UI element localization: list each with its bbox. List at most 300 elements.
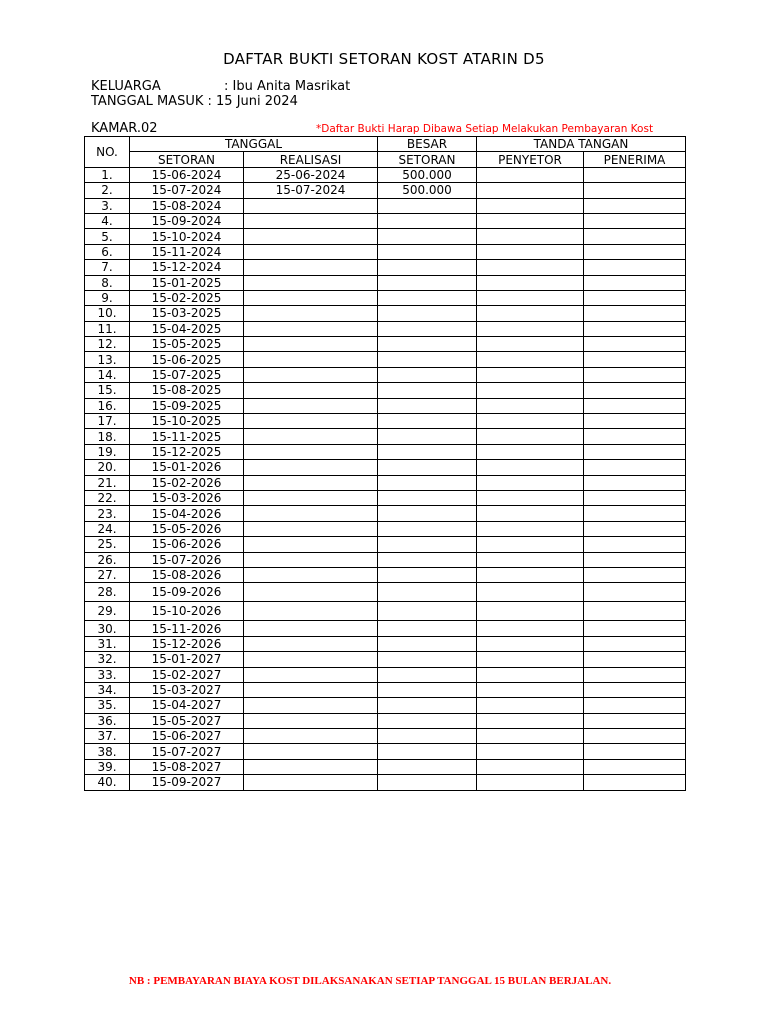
realisasi-date: [244, 713, 378, 728]
row-number: 35.: [85, 698, 130, 713]
besar-setoran: [378, 198, 477, 213]
row-number: 17.: [85, 414, 130, 429]
table-row: [85, 652, 686, 667]
setoran-date: 15-12-2024: [130, 260, 244, 275]
row-number: 27.: [85, 567, 130, 582]
realisasi-date: [244, 667, 378, 682]
penyetor-signature: [477, 183, 584, 198]
header-besar-setoran: SETORAN: [378, 152, 477, 167]
penyetor-signature: [477, 383, 584, 398]
penyetor-signature: [477, 475, 584, 490]
row-number: 36.: [85, 713, 130, 728]
realisasi-date: [244, 229, 378, 244]
penyetor-signature: [477, 552, 584, 567]
penerima-signature: [584, 444, 686, 459]
row-number: 18.: [85, 429, 130, 444]
penyetor-signature: [477, 198, 584, 213]
table-row: [85, 398, 686, 413]
setoran-date: 15-09-2024: [130, 213, 244, 228]
setoran-date: 15-12-2026: [130, 636, 244, 651]
row-number: 2.: [85, 183, 130, 198]
setoran-date: 15-06-2024: [130, 167, 244, 182]
penyetor-signature: [477, 636, 584, 651]
realisasi-date: [244, 552, 378, 567]
row-number: 37.: [85, 729, 130, 744]
realisasi-date: [244, 398, 378, 413]
penerima-signature: [584, 460, 686, 475]
table-row: [85, 506, 686, 521]
table-row: [85, 667, 686, 682]
penyetor-signature: [477, 398, 584, 413]
penerima-signature: [584, 713, 686, 728]
setoran-date: 15-05-2026: [130, 521, 244, 536]
table-row: [85, 567, 686, 582]
besar-setoran: 500.000: [378, 183, 477, 198]
penerima-signature: [584, 602, 686, 621]
besar-setoran: [378, 583, 477, 602]
penerima-signature: [584, 306, 686, 321]
penerima-signature: [584, 429, 686, 444]
besar-setoran: [378, 602, 477, 621]
row-number: 8.: [85, 275, 130, 290]
row-number: 19.: [85, 444, 130, 459]
setoran-date: 15-04-2027: [130, 698, 244, 713]
penerima-signature: [584, 567, 686, 582]
setoran-date: 15-11-2024: [130, 244, 244, 259]
besar-setoran: [378, 490, 477, 505]
tanggal-masuk-line: [91, 94, 298, 109]
besar-setoran: [378, 260, 477, 275]
penyetor-signature: [477, 414, 584, 429]
realisasi-date: [244, 367, 378, 382]
row-number: 28.: [85, 583, 130, 602]
penyetor-signature: [477, 667, 584, 682]
realisasi-date: [244, 602, 378, 621]
row-number: 16.: [85, 398, 130, 413]
besar-setoran: [378, 460, 477, 475]
row-number: 5.: [85, 229, 130, 244]
penyetor-signature: [477, 775, 584, 790]
setoran-date: 15-06-2026: [130, 537, 244, 552]
penyetor-signature: [477, 167, 584, 182]
table-row: [85, 429, 686, 444]
penyetor-signature: [477, 698, 584, 713]
table-row: [85, 367, 686, 382]
besar-setoran: [378, 652, 477, 667]
table-row: [85, 775, 686, 790]
row-number: 26.: [85, 552, 130, 567]
besar-setoran: [378, 521, 477, 536]
setoran-date: 15-07-2027: [130, 744, 244, 759]
penyetor-signature: [477, 744, 584, 759]
besar-setoran: [378, 537, 477, 552]
besar-setoran: [378, 229, 477, 244]
row-number: 24.: [85, 521, 130, 536]
row-number: 1.: [85, 167, 130, 182]
table-row: [85, 759, 686, 774]
setoran-date: 15-06-2025: [130, 352, 244, 367]
row-number: 3.: [85, 198, 130, 213]
setoran-date: 15-02-2025: [130, 290, 244, 305]
realisasi-date: [244, 537, 378, 552]
penerima-signature: [584, 744, 686, 759]
penerima-signature: [584, 652, 686, 667]
row-number: 6.: [85, 244, 130, 259]
setoran-date: 15-08-2026: [130, 567, 244, 582]
table-row: [85, 521, 686, 536]
kamar-label: KAMAR.02: [91, 121, 158, 136]
keluarga-value: : Ibu Anita Masrikat: [224, 79, 351, 94]
besar-setoran: [378, 244, 477, 259]
besar-setoran: [378, 567, 477, 582]
setoran-date: 15-10-2024: [130, 229, 244, 244]
setoran-date: 15-05-2027: [130, 713, 244, 728]
row-number: 12.: [85, 337, 130, 352]
penerima-signature: [584, 337, 686, 352]
penyetor-signature: [477, 244, 584, 259]
table-row: [85, 321, 686, 336]
tanggal-masuk-label: TANGGAL MASUK: [91, 94, 204, 109]
realisasi-date: [244, 506, 378, 521]
table-row: [85, 213, 686, 228]
keluarga-line: [91, 79, 350, 94]
penerima-signature: [584, 321, 686, 336]
header-tanggal: TANGGAL: [130, 137, 378, 152]
row-number: 39.: [85, 759, 130, 774]
penyetor-signature: [477, 506, 584, 521]
footer-nb-note: NB : PEMBAYARAN BIAYA KOST DILAKSANAKAN SETIAP TANGGAL 15 BULAN BERJALAN.: [128, 975, 612, 987]
setoran-date: 15-11-2026: [130, 621, 244, 636]
penyetor-signature: [477, 537, 584, 552]
setoran-date: 15-03-2027: [130, 682, 244, 697]
realisasi-date: [244, 490, 378, 505]
penerima-signature: [584, 198, 686, 213]
besar-setoran: [378, 275, 477, 290]
penerima-signature: [584, 759, 686, 774]
setoran-date: 15-07-2025: [130, 367, 244, 382]
penerima-signature: [584, 229, 686, 244]
setoran-date: 15-07-2024: [130, 183, 244, 198]
table-row: [85, 229, 686, 244]
besar-setoran: [378, 667, 477, 682]
table-row: [85, 275, 686, 290]
penerima-signature: [584, 521, 686, 536]
header-no: NO.: [85, 137, 130, 168]
penerima-signature: [584, 636, 686, 651]
table-row: [85, 602, 686, 621]
realisasi-date: [244, 460, 378, 475]
penerima-signature: [584, 383, 686, 398]
penerima-signature: [584, 667, 686, 682]
row-number: 25.: [85, 537, 130, 552]
besar-setoran: [378, 744, 477, 759]
penyetor-signature: [477, 583, 584, 602]
setoran-date: 15-07-2026: [130, 552, 244, 567]
setoran-date: 15-10-2026: [130, 602, 244, 621]
table-row: [85, 744, 686, 759]
penyetor-signature: [477, 367, 584, 382]
header-realisasi: REALISASI: [244, 152, 378, 167]
penyetor-signature: [477, 306, 584, 321]
row-number: 22.: [85, 490, 130, 505]
setoran-date: 15-02-2026: [130, 475, 244, 490]
setoran-date: 15-08-2024: [130, 198, 244, 213]
penerima-signature: [584, 490, 686, 505]
realisasi-date: [244, 444, 378, 459]
besar-setoran: [378, 398, 477, 413]
setoran-date: 15-09-2025: [130, 398, 244, 413]
table-row: [85, 198, 686, 213]
penyetor-signature: [477, 229, 584, 244]
setoran-date: 15-09-2026: [130, 583, 244, 602]
table-row: [85, 183, 686, 198]
besar-setoran: [378, 414, 477, 429]
table-row: [85, 444, 686, 459]
besar-setoran: [378, 383, 477, 398]
row-number: 10.: [85, 306, 130, 321]
header-penerima: PENERIMA: [584, 152, 686, 167]
row-number: 30.: [85, 621, 130, 636]
table-row: [85, 306, 686, 321]
setoran-date: 15-03-2026: [130, 490, 244, 505]
penyetor-signature: [477, 429, 584, 444]
besar-setoran: [378, 682, 477, 697]
penerima-signature: [584, 621, 686, 636]
realisasi-date: [244, 652, 378, 667]
penyetor-signature: [477, 275, 584, 290]
payment-ledger-table: [84, 136, 686, 791]
penerima-signature: [584, 290, 686, 305]
penyetor-signature: [477, 213, 584, 228]
realisasi-date: [244, 337, 378, 352]
table-row: [85, 167, 686, 182]
penerima-signature: [584, 506, 686, 521]
penyetor-signature: [477, 759, 584, 774]
setoran-date: 15-02-2027: [130, 667, 244, 682]
row-number: 23.: [85, 506, 130, 521]
penyetor-signature: [477, 444, 584, 459]
besar-setoran: [378, 429, 477, 444]
penerima-signature: [584, 583, 686, 602]
penyetor-signature: [477, 260, 584, 275]
besar-setoran: [378, 636, 477, 651]
penerima-signature: [584, 475, 686, 490]
penyetor-signature: [477, 602, 584, 621]
row-number: 13.: [85, 352, 130, 367]
besar-setoran: [378, 729, 477, 744]
table-row: [85, 636, 686, 651]
row-number: 4.: [85, 213, 130, 228]
penyetor-signature: [477, 460, 584, 475]
table-row: [85, 260, 686, 275]
penyetor-signature: [477, 337, 584, 352]
row-number: 15.: [85, 383, 130, 398]
row-number: 33.: [85, 667, 130, 682]
row-number: 21.: [85, 475, 130, 490]
realisasi-date: [244, 414, 378, 429]
penyetor-signature: [477, 652, 584, 667]
realisasi-date: [244, 321, 378, 336]
penerima-signature: [584, 167, 686, 182]
besar-setoran: [378, 337, 477, 352]
document-title: DAFTAR BUKTI SETORAN KOST ATARIN D5: [223, 50, 545, 68]
setoran-date: 15-08-2027: [130, 759, 244, 774]
penerima-signature: [584, 682, 686, 697]
realisasi-date: [244, 198, 378, 213]
besar-setoran: [378, 475, 477, 490]
header-besar: BESAR: [378, 137, 477, 152]
besar-setoran: [378, 367, 477, 382]
penerima-signature: [584, 552, 686, 567]
besar-setoran: [378, 290, 477, 305]
realisasi-date: [244, 260, 378, 275]
setoran-date: 15-04-2026: [130, 506, 244, 521]
realisasi-date: [244, 429, 378, 444]
row-number: 29.: [85, 602, 130, 621]
realisasi-date: [244, 352, 378, 367]
besar-setoran: [378, 552, 477, 567]
penerima-signature: [584, 367, 686, 382]
realisasi-date: [244, 290, 378, 305]
header-penyetor: PENYETOR: [477, 152, 584, 167]
row-number: 31.: [85, 636, 130, 651]
penerima-signature: [584, 537, 686, 552]
besar-setoran: [378, 444, 477, 459]
setoran-date: 15-05-2025: [130, 337, 244, 352]
table-row: [85, 290, 686, 305]
setoran-date: 15-01-2027: [130, 652, 244, 667]
besar-setoran: [378, 306, 477, 321]
table-header-row: [85, 137, 686, 152]
row-number: 40.: [85, 775, 130, 790]
penyetor-signature: [477, 713, 584, 728]
realisasi-date: 25-06-2024: [244, 167, 378, 182]
tanggal-masuk-value: : 15 Juni 2024: [207, 94, 298, 109]
table-row: [85, 337, 686, 352]
penerima-signature: [584, 729, 686, 744]
realisasi-date: [244, 636, 378, 651]
setoran-date: 15-03-2025: [130, 306, 244, 321]
penerima-signature: [584, 698, 686, 713]
penyetor-signature: [477, 729, 584, 744]
penyetor-signature: [477, 567, 584, 582]
table-row: [85, 475, 686, 490]
row-number: 9.: [85, 290, 130, 305]
penyetor-signature: [477, 290, 584, 305]
besar-setoran: [378, 759, 477, 774]
penerima-signature: [584, 775, 686, 790]
realisasi-date: [244, 775, 378, 790]
besar-setoran: [378, 713, 477, 728]
table-row: [85, 460, 686, 475]
table-row: [85, 414, 686, 429]
setoran-date: 15-01-2026: [130, 460, 244, 475]
penyetor-signature: [477, 521, 584, 536]
penerima-signature: [584, 398, 686, 413]
row-number: 14.: [85, 367, 130, 382]
keluarga-label: KELUARGA: [91, 79, 161, 94]
realisasi-date: [244, 744, 378, 759]
realisasi-date: [244, 306, 378, 321]
table-row: [85, 552, 686, 567]
realisasi-date: [244, 682, 378, 697]
penyetor-signature: [477, 621, 584, 636]
row-number: 34.: [85, 682, 130, 697]
penerima-signature: [584, 183, 686, 198]
penyetor-signature: [477, 352, 584, 367]
table-row: [85, 713, 686, 728]
realisasi-date: [244, 521, 378, 536]
besar-setoran: [378, 621, 477, 636]
table-row: [85, 698, 686, 713]
table-row: [85, 583, 686, 602]
row-number: 20.: [85, 460, 130, 475]
besar-setoran: [378, 698, 477, 713]
realisasi-date: [244, 759, 378, 774]
setoran-date: 15-06-2027: [130, 729, 244, 744]
table-row: [85, 490, 686, 505]
penerima-signature: [584, 244, 686, 259]
header-tanda-tangan: TANDA TANGAN: [477, 137, 686, 152]
besar-setoran: [378, 506, 477, 521]
setoran-date: 15-10-2025: [130, 414, 244, 429]
penerima-signature: [584, 213, 686, 228]
realisasi-date: [244, 698, 378, 713]
table-row: [85, 383, 686, 398]
realisasi-date: [244, 475, 378, 490]
besar-setoran: [378, 352, 477, 367]
table-subheader-row: [85, 152, 686, 167]
setoran-date: 15-09-2027: [130, 775, 244, 790]
setoran-date: 15-08-2025: [130, 383, 244, 398]
row-number: 11.: [85, 321, 130, 336]
realisasi-date: [244, 729, 378, 744]
table-row: [85, 244, 686, 259]
table-row: [85, 352, 686, 367]
penyetor-signature: [477, 321, 584, 336]
row-number: 32.: [85, 652, 130, 667]
realisasi-date: [244, 621, 378, 636]
row-number: 38.: [85, 744, 130, 759]
besar-setoran: 500.000: [378, 167, 477, 182]
realisasi-date: [244, 567, 378, 582]
realisasi-date: [244, 244, 378, 259]
table-row: [85, 621, 686, 636]
besar-setoran: [378, 775, 477, 790]
besar-setoran: [378, 321, 477, 336]
setoran-date: 15-01-2025: [130, 275, 244, 290]
row-number: 7.: [85, 260, 130, 275]
penyetor-signature: [477, 490, 584, 505]
penerima-signature: [584, 352, 686, 367]
besar-setoran: [378, 213, 477, 228]
realisasi-date: [244, 275, 378, 290]
header-setoran: SETORAN: [130, 152, 244, 167]
penerima-signature: [584, 414, 686, 429]
setoran-date: 15-11-2025: [130, 429, 244, 444]
setoran-date: 15-04-2025: [130, 321, 244, 336]
payment-note: *Daftar Bukti Harap Dibawa Setiap Melakukan Pembayaran Kost: [316, 123, 654, 135]
setoran-date: 15-12-2025: [130, 444, 244, 459]
penyetor-signature: [477, 682, 584, 697]
table-row: [85, 682, 686, 697]
realisasi-date: [244, 213, 378, 228]
realisasi-date: [244, 583, 378, 602]
realisasi-date: 15-07-2024: [244, 183, 378, 198]
table-row: [85, 537, 686, 552]
realisasi-date: [244, 383, 378, 398]
penerima-signature: [584, 260, 686, 275]
